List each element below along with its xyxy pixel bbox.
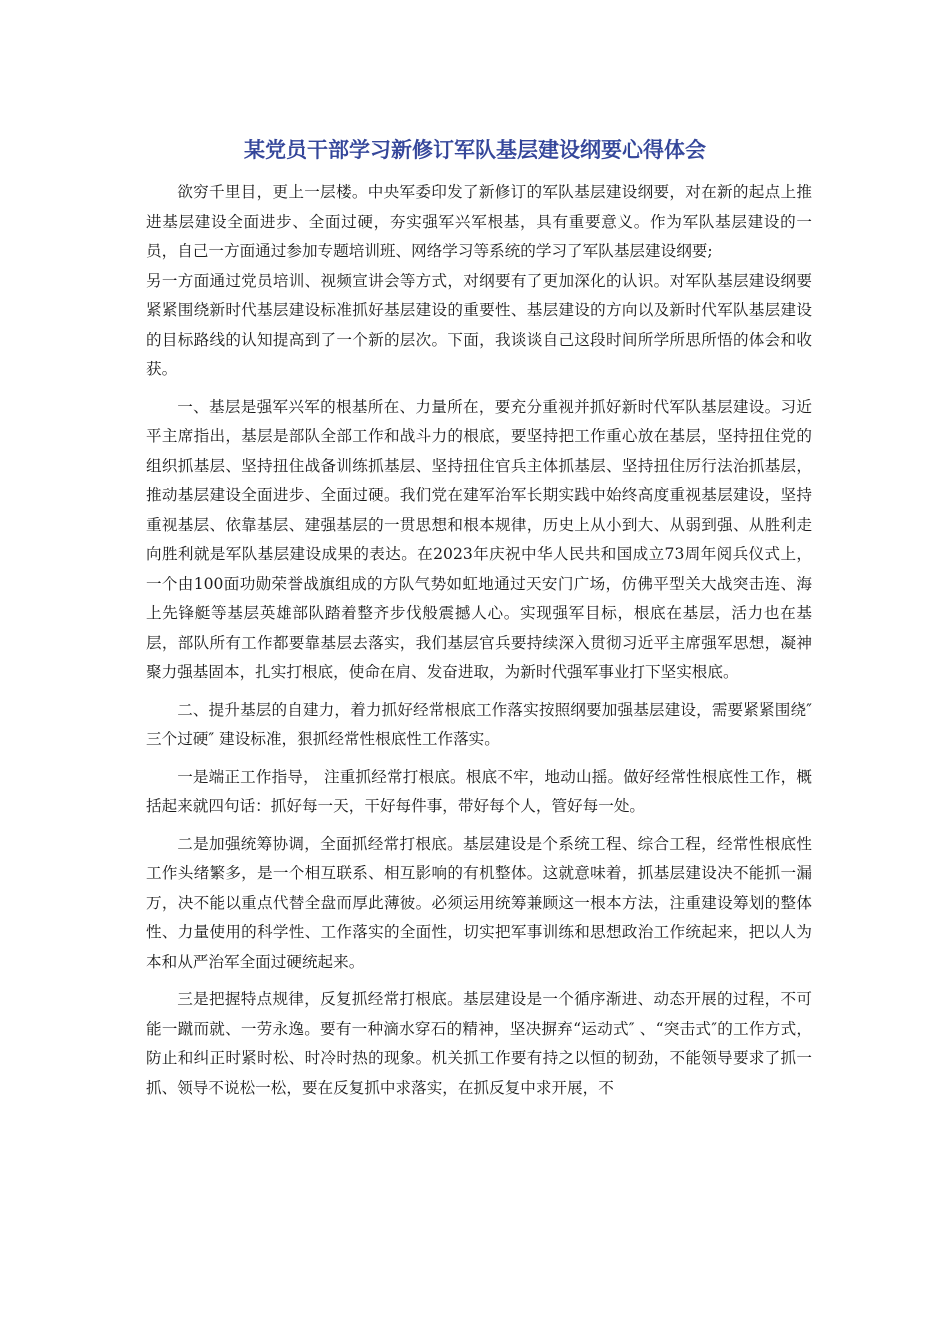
paragraph-section-2: 二、提升基层的自建力，着力抓好经常根底工作落实按照纲要加强基层建设，需要紧紧围绕″三个过硬″ 建设标准，狠抓经常性根底性工作落实。 [146,700,812,748]
paragraph-intro-1: 欲穷千里目，更上一层楼。中央军委印发了新修订的军队基层建设纲要，对在新的起点上推进基层建设全面进步、全面过硬，夯实强军兴军根基，具有重要意义。作为军队基层建设的一员，自己一方面通过参加专题培训班、网络学习等系统的学习了军队基层建设纲要; [146,183,812,260]
paragraph-point-1: 一是端正工作指导， 注重抓经常打根底。根底不牢，地动山摇。做好经常性根底性工作，概括起来就四句话：抓好每一天，干好每件事，带好每个人，管好每一处。 [146,767,812,815]
document-body [146,178,812,1103]
paragraph-section-1: 一、基层是强军兴军的根基所在、力量所在，要充分重视并抓好新时代军队基层建设。习近平主席指出，基层是部队全部工作和战斗力的根底，要坚持把工作重心放在基层，坚持扭住党的组织抓基层、坚持扭住战备训练抓基层、坚持扭住官兵主体抓基层、坚持扭住厉行法治抓基层，推动基层建设全面进步、全面过硬。我们党在建军治军长期实践中始终高度重视基层建设，坚持重视基层、依靠基层、建强基层的一贯思想和根本规律，历史上从小到大、从弱到强、从胜利走向胜利就是军队基层建设成果的表达。在2023年庆祝中华人民共和国成立73周年阅兵仪式上，一个由100面功勋荣誉战旗组成的方队气势如虹地通过天安门广场，仿佛平型关大战突击连、海上先锋艇等基层英雄部队踏着整齐步伐般震撼人心。实现强军目标，根底在基层，活力也在基层，部队所有工作都要靠基层去落实，我们基层官兵要持续深入贯彻习近平主席强军思想，凝神聚力强基固本，扎实打根底，使命在肩、发奋进取，为新时代强军事业打下坚实根底。 [146,397,812,681]
paragraph-point-3: 三是把握特点规律，反复抓经常打根底。基层建设是一个循序渐进、动态开展的过程，不可能一蹴而就、一劳永逸。要有一种滴水穿石的精神，坚决摒弃“运动式″ 、“突击式″的工作方式，防止和纠正时紧时松、时冷时热的现象。机关抓工作要有持之以恒的韧劲，不能领导要求了抓一抓、领导不说松一松，要在反复抓中求落实，在抓反复中求开展，不 [146,990,812,1097]
paragraph-point-2: 二是加强统筹协调，全面抓经常打根底。基层建设是个系统工程、综合工程，经常性根底性工作头绪繁多，是一个相互联系、相互影响的有机整体。这就意味着，抓基层建设决不能抓一漏万，决不能以重点代替全盘而厚此薄彼。必须运用统筹兼顾这一根本方法，注重建设筹划的整体性、力量使用的科学性、工作落实的全面性，切实把军事训练和思想政治工作统起来，把以人为本和从严治军全面过硬统起来。 [146,834,812,971]
document-title: 某党员干部学习新修订军队基层建设纲要心得体会 [244,138,706,162]
paragraph-intro-2: 另一方面通过党员培训、视频宣讲会等方式，对纲要有了更加深化的认识。对军队基层建设纲要紧紧围绕新时代基层建设标准抓好基层建设的重要性、基层建设的方向以及新时代军队基层建设的目标路线的认知提高到了一个新的层次。下面，我谈谈自己这段时间所学所思所悟的体会和收获。 [146,271,812,378]
